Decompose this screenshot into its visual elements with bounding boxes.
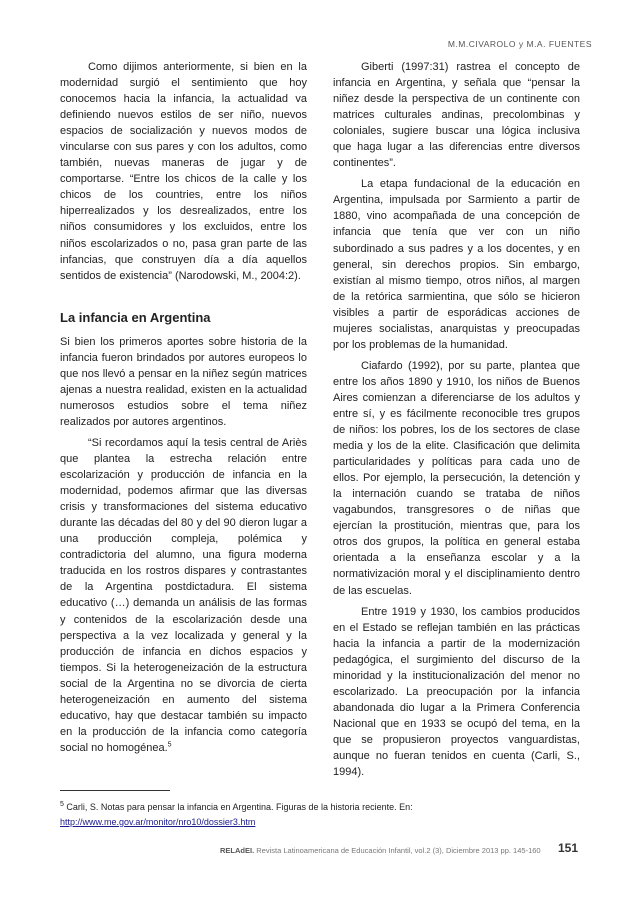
right-paragraph-4: Entre 1919 y 1930, los cambios producidos en el Estado se reflejan también en las prácticas hacia la infancia a partir de la modernización pedagógica, el surgimiento del discurso de la minoridad y la institucionalización del menor no escolarizado. La preocupación por la infancia abandonada dio lugar a la Primera Conferencia Nacional que en 1933 se ocupó del tema, en la que se propusieron proyectos vanguardistas, aunque no fueran tenidos en cuenta (Carli, S., 1994). [333, 605, 580, 779]
running-head: M.M.CIVAROLO y M.A. FUENTES [447, 39, 592, 49]
footnote-reference[interactable]: 5 [167, 741, 172, 749]
left-quote-text: “Si recordamos aquí la tesis central de Ariès que plantea la estrecha relación entre escolarización y producción de infancia en la modernidad, podemos afirmar que las diversas crisis y transformaciones del sistema educativo durante las décadas del 80 y del 90 dieron lugar a una producción compleja, polémica y contradictoria del alumno, una figura moderna traducida en los rostros dispares y contrastantes de la Argentina postdictadura. El sistema educativo (…) demanda un análisis de las formas y contenidos de la escolarización desde una perspectiva a la vez localizada y general y la producción de infancia en dichos espacios y tiempos. Si la heterogeneización de la estructura social de la Argentina no se divorcia de cierta heterogeneización en aumento del sistema educativo, hay que destacar también su impacto en la producción de la infancia como categoría social no homogénea. [60, 436, 307, 754]
footnote-link[interactable]: http://www.me.gov.ar/monitor/nro10/dossier3.htm [60, 817, 256, 827]
section-heading: La infancia en Argentina [60, 309, 211, 325]
left-paragraph-2: Si bien los primeros aportes sobre historia de la infancia fueron brindados por autores europeos lo que nos llevó a pensar en la niñez según matrices ajenas a nuestra realidad, existen en la actualidad numerosos estudios sobre el tema niñez realizados por autores argentinos. [60, 335, 307, 428]
right-column [333, 59, 580, 785]
page-number: 151 [558, 841, 579, 855]
left-column [60, 59, 307, 761]
footnote [60, 800, 580, 830]
page-footer [220, 846, 580, 855]
footnote-text: Carli, S. Notas para pensar la infancia en Argentina. Figuras de la historia reciente. En: [63, 802, 413, 812]
footnote-divider [60, 790, 170, 791]
footnote-number: 5 [60, 801, 64, 808]
right-paragraph-1: Giberti (1997:31) rastrea el concepto de infancia en Argentina, y señala que “pensar la niñez desde la perspectiva de un continente con matrices culturales andinas, precolombinas y coloniales, sugiere buscar una lógica inclusiva que haga lugar a las diferencias entre diversos continentes”. [333, 61, 580, 170]
left-quote-paragraph [60, 435, 307, 756]
right-paragraph-3: Ciafardo (1992), por su parte, plantea que entre los años 1890 y 1910, los niños de Buenos Aires comienzan a diferenciarse de los adultos y entre sí, y es fácilmente reconocible tres grupos de niños: los pobres, los de los sectores de clase media y los de la elite. Clasificación que delimita particularidades y políticas para cada uno de ellos. Por ejemplo, la persecución, la detención y la internación cuando se trataba de niños vagabundos, transgresores o de niñas que ejercían la prostitución, mientras que, para los otros dos grupos, la política en general estaba orientada a la enseñanza escolar y a la normativización moral y el disciplinamiento dentro de las escuelas. [333, 359, 580, 597]
left-paragraph-1: Como dijimos anteriormente, si bien en la modernidad surgió el sentimiento que hoy conocemos hacia la infancia, la actualidad va definiendo nuevos estilos de ser niño, nuevos espacios de socialización y nuevos modos de vincularse con sus pares y con los adultos, como también, nuevas maneras de jugar y de comportarse. “Entre los chicos de la calle y los chicos de los countries, entre los niños hiperrealizados y los desrealizados, entre los niños consumidores y los excluidos, entre los niños escolarizados o no, pasa gran parte de las infancias, que construyen día a día aquellos sentidos de existencia” (Narodowski, M., 2004:2). [60, 61, 307, 282]
journal-citation: Revista Latinoamericana de Educación Infantil, vol.2 (3), Diciembre 2013 pp. 145-160 [254, 846, 541, 855]
journal-abbreviation: RELAdEI. [220, 846, 255, 855]
right-paragraph-2: La etapa fundacional de la educación en Argentina, impulsada por Sarmiento a partir de 1880, vino acompañada de una concepción de infancia que tenía que ver con un niño subordinado a sus padres y a los docentes, y en general, sin derechos propios. Sin embargo, existían al mismo tiempo, otros niños, al margen de la retórica sarmientina, que sólo se hicieron visibles a partir de esporádicas acciones de mujeres socialistas, anarquistas y preocupadas por los problemas de la humanidad. [333, 178, 580, 351]
